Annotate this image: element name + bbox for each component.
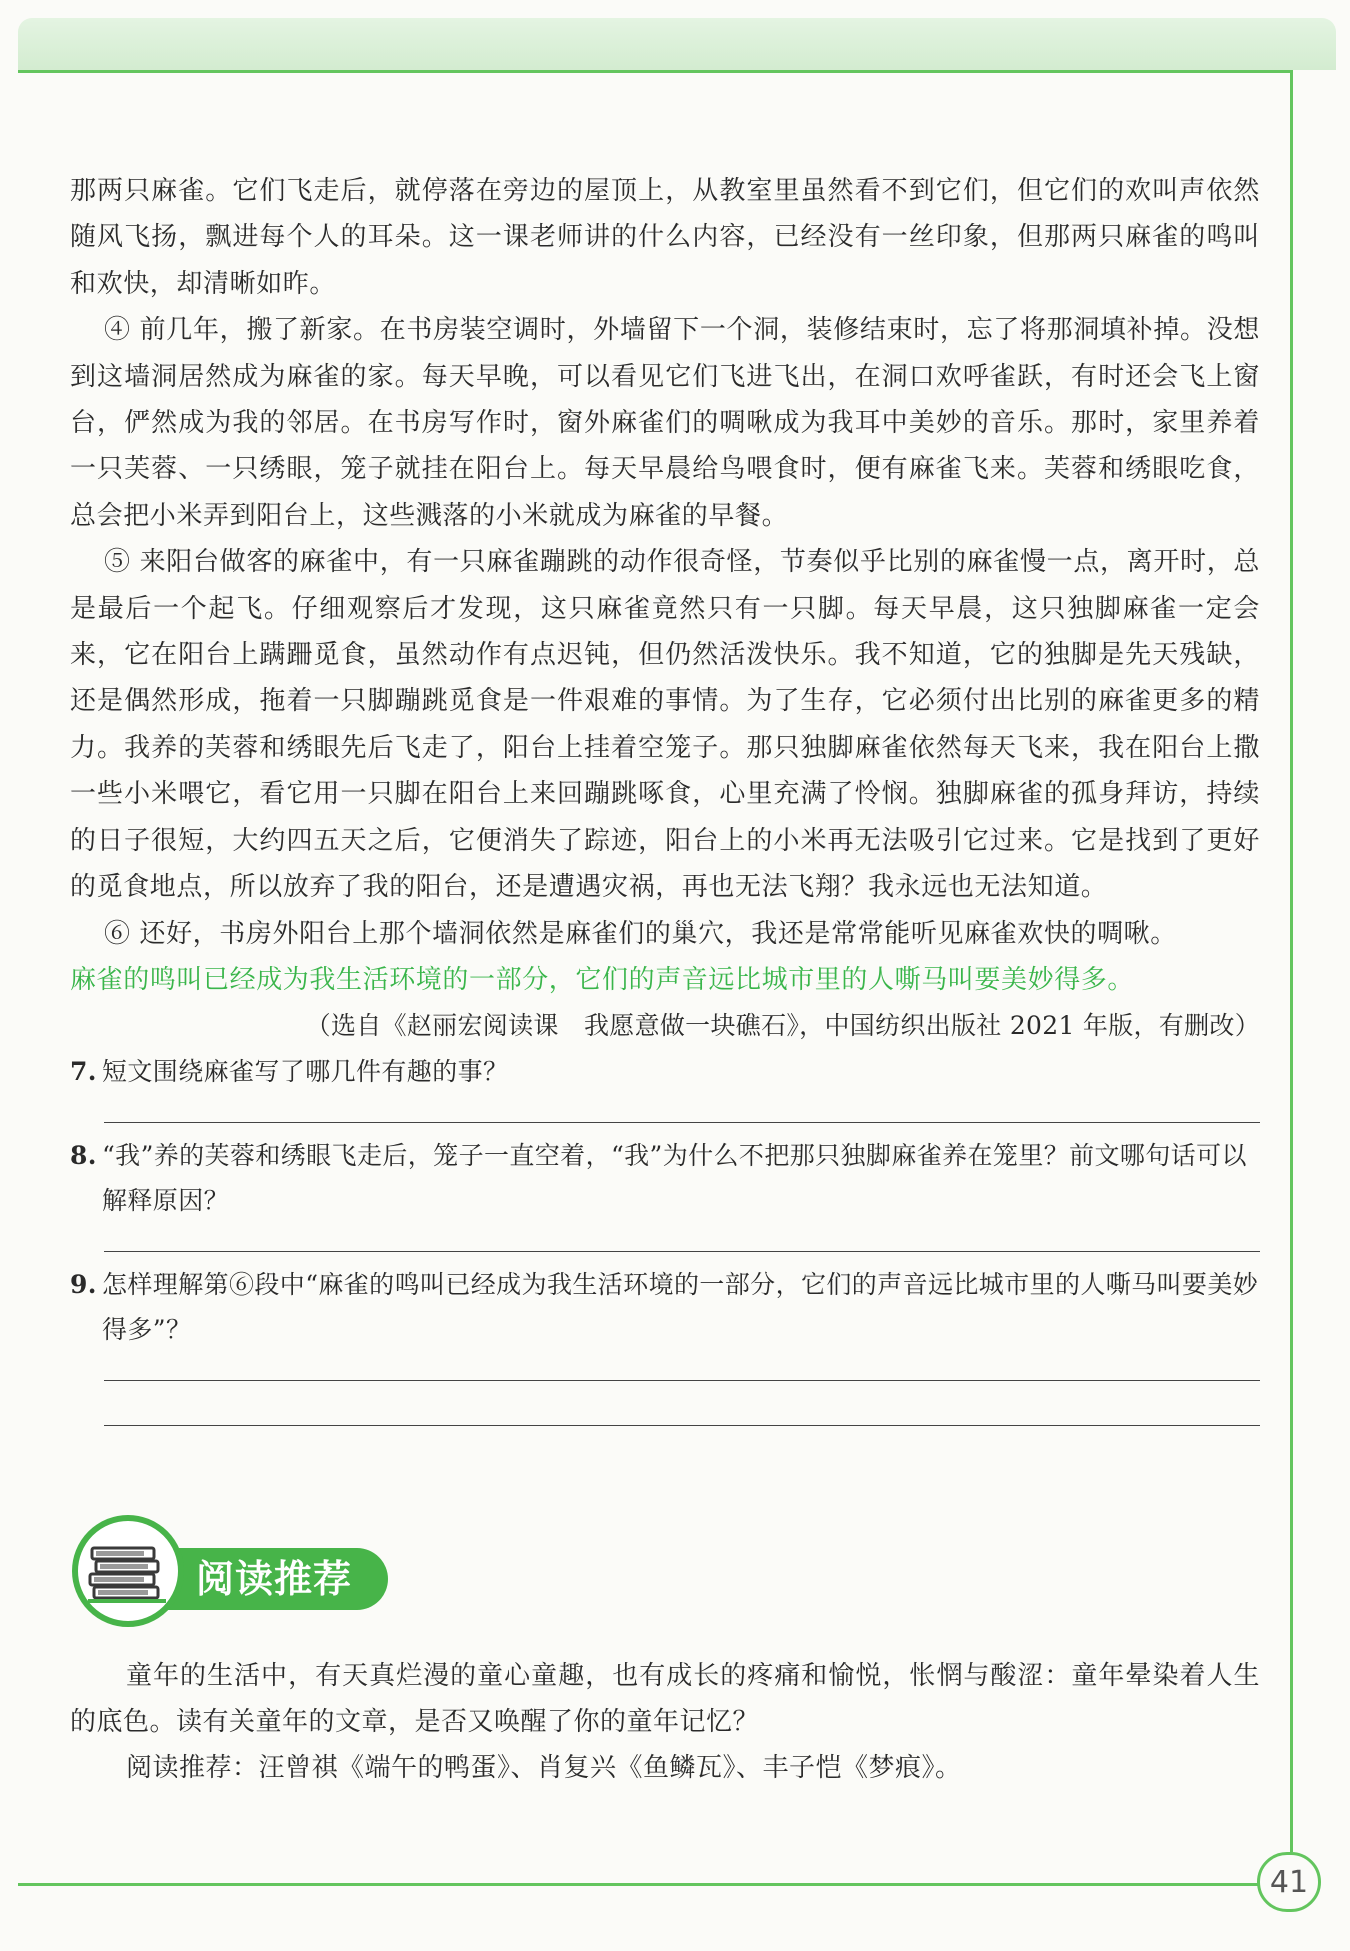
books-icon	[78, 1521, 178, 1621]
question-number: 9.	[70, 1270, 97, 1300]
bottom-rule	[18, 1883, 1263, 1886]
header-circle	[72, 1515, 184, 1627]
question-number: 7.	[70, 1057, 97, 1087]
recommendation-body	[70, 1653, 1260, 1791]
recommendation-intro: 童年的生活中，有天真烂漫的童心童趣，也有成长的疼痛和愉悦，怅惘与酸涩：童年晕染着人生的底色。读有关童年的文章，是否又唤醒了你的童年记忆？	[70, 1661, 1260, 1737]
right-rule	[1290, 70, 1293, 1852]
paragraph-continued: 那两只麻雀。它们飞走后，就停落在旁边的屋顶上，从教室里虽然看不到它们，但它们的欢叫声依然随风飞扬，飘进每个人的耳朵。这一课老师讲的什么内容，已经没有一丝印象，但那两只麻雀的鸣叫和欢快，却清晰如昨。	[70, 176, 1260, 299]
source-citation: （选自《赵丽宏阅读课 我愿意做一块礁石》，中国纺织出版社 2021 年版，有删改）	[305, 1011, 1260, 1041]
answer-line[interactable]	[104, 1380, 1260, 1381]
question-number: 8.	[70, 1141, 97, 1171]
top-band	[18, 18, 1336, 70]
question-text: 怎样理解第⑥段中“麻雀的鸣叫已经成为我生活环境的一部分，它们的声音远比城市里的人嘶马叫要美妙得多”？	[102, 1270, 1259, 1345]
recommendation-list: 阅读推荐：汪曾祺《端午的鸭蛋》、肖复兴《鱼鳞瓦》、丰子恺《梦痕》。	[126, 1753, 962, 1783]
page-number: 41	[1257, 1852, 1321, 1912]
question-9	[70, 1262, 1260, 1352]
reading-recommendation-header	[72, 1515, 392, 1625]
question-7	[70, 1049, 1260, 1094]
paragraph-6: ⑥ 还好，书房外阳台上那个墙洞依然是麻雀们的巢穴，我还是常常能听见麻雀欢快的啁啾。	[104, 918, 1177, 949]
question-text: “我”养的芙蓉和绣眼飞走后，笼子一直空着，“我”为什么不把那只独脚麻雀养在笼里？前文哪句话可以解释原因？	[102, 1141, 1247, 1216]
answer-line[interactable]	[104, 1122, 1260, 1123]
question-text: 短文围绕麻雀写了哪几件有趣的事？	[102, 1057, 509, 1087]
recommendation-title: 阅读推荐	[196, 1557, 353, 1601]
answer-line[interactable]	[104, 1425, 1260, 1426]
highlighted-sentence: 麻雀的鸣叫已经成为我生活环境的一部分，它们的声音远比城市里的人嘶马叫要美妙得多。	[70, 964, 1135, 995]
reading-passage	[70, 168, 1260, 1426]
answer-line[interactable]	[104, 1251, 1260, 1252]
question-8	[70, 1133, 1260, 1223]
top-rule	[18, 70, 1292, 73]
paragraph-4: ④ 前几年，搬了新家。在书房装空调时，外墙留下一个洞，装修结束时，忘了将那洞填补掉。没想到这墙洞居然成为麻雀的家。每天早晚，可以看见它们飞进飞出，在洞口欢呼雀跃，有时还会飞上窗台，俨然成为我的邻居。在书房写作时，窗外麻雀们的啁啾成为我耳中美妙的音乐。那时，家里养着一只芙蓉、一只绣眼，笼子就挂在阳台上。每天早晨给鸟喂食时，便有麻雀飞来。芙蓉和绣眼吃食，总会把小米弄到阳台上，这些溅落的小米就成为麻雀的早餐。	[70, 315, 1260, 531]
paragraph-5: ⑤ 来阳台做客的麻雀中，有一只麻雀蹦跳的动作很奇怪，节奏似乎比别的麻雀慢一点，离开时，总是最后一个起飞。仔细观察后才发现，这只麻雀竟然只有一只脚。每天早晨，这只独脚麻雀一定会来，它在阳台上蹒跚觅食，虽然动作有点迟钝，但仍然活泼快乐。我不知道，它的独脚是先天残缺，还是偶然形成，拖着一只脚蹦跳觅食是一件艰难的事情。为了生存，它必须付出比别的麻雀更多的精力。我养的芙蓉和绣眼先后飞走了，阳台上挂着空笼子。那只独脚麻雀依然每天飞来，我在阳台上撒一些小米喂它，看它用一只脚在阳台上来回蹦跳啄食，心里充满了怜悯。独脚麻雀的孤身拜访，持续的日子很短，大约四五天之后，它便消失了踪迹，阳台上的小米再无法吸引它过来。它是找到了更好的觅食地点，所以放弃了我的阳台，还是遭遇灾祸，再也无法飞翔？我永远也无法知道。	[70, 547, 1260, 903]
